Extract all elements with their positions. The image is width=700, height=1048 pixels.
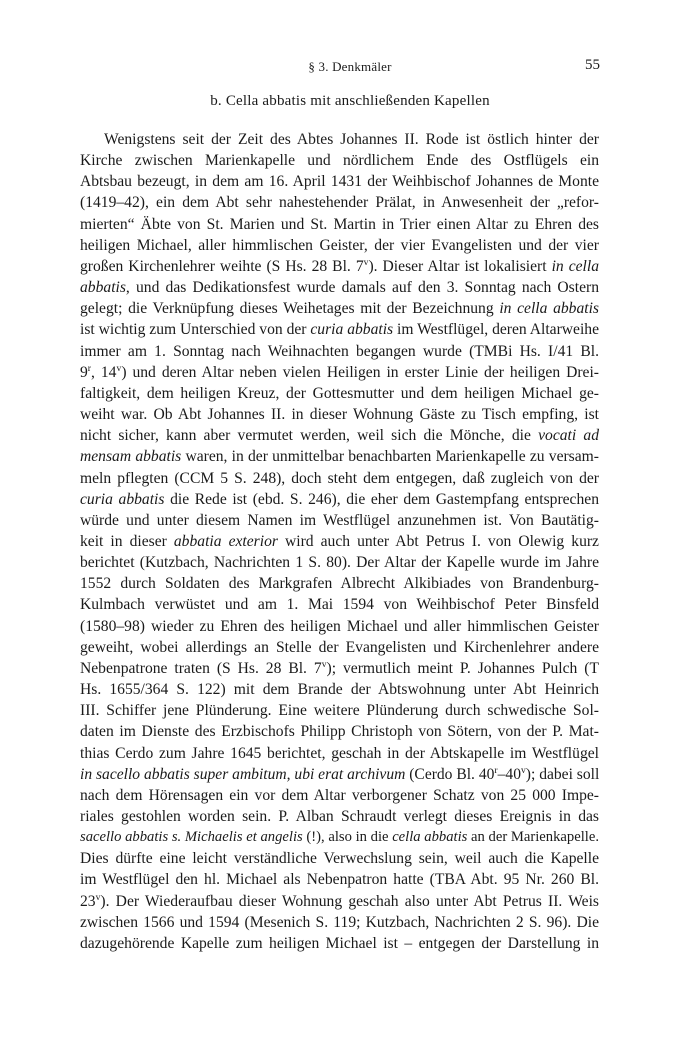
text-line [80, 869, 599, 890]
text-line [80, 192, 599, 213]
text-line [80, 277, 599, 298]
text-line [80, 616, 599, 637]
text-line [80, 298, 599, 319]
text-segment: berichtet (Kutzbach, Nachrichten 1 S. 80). Der Altar der Kapelle wurde im Jahre [80, 554, 599, 572]
text-segment: ) und deren Altar neben vielen Heiligen in erster Linie der heiligen Drei- [121, 363, 600, 381]
text-segment: nach dem Hörensagen ein vor dem Altar verborgener Schatz von 25 000 Impe- [80, 786, 599, 804]
text-segment: heiligen Michael, aller himmlischen Geister, der vier Evangelisten und der vier [80, 236, 599, 254]
text-segment: immer am 1. Sonntag nach Weihnachten begangen wurde (TMBi Hs. I/41 Bl. [80, 342, 599, 360]
text-segment: daten im Dienste des Erzbischofs Philipp Christoph von Sötern, von der P. Mat- [80, 723, 599, 741]
italic-phrase: curia abbatis [80, 490, 165, 508]
text-segment: mierten“ Äbte von St. Marien und St. Martin in Trier einen Altar zu Ehren des [80, 215, 599, 233]
text-line [80, 446, 599, 467]
text-segment: ); dabei soll [525, 765, 600, 783]
text-line [80, 912, 599, 933]
text-line [80, 171, 599, 192]
text-line [80, 891, 599, 912]
text-segment: , und das Dedikationsfest wurde damals auf den 3. Sonntag nach Ostern [125, 279, 599, 297]
italic-phrase: cella abbatis [392, 829, 468, 846]
text-segment: wird auch unter Abt Petrus I. von Olewig kurz [277, 532, 599, 550]
text-line [80, 721, 599, 742]
section-heading: b. Cella abbatis mit anschließenden Kapellen [210, 93, 490, 109]
text-segment: (Cerdo Bl. 40 [405, 765, 495, 783]
text-line [80, 573, 599, 594]
text-segment: ); vermutlich meint P. Johannes Pulch (T [326, 659, 599, 677]
italic-phrase: in cella [551, 257, 600, 275]
superscript: v [520, 764, 526, 776]
text-segment: dazugehörende Kapelle zum heiligen Michael ist – entgegen der Darstellung in [80, 934, 599, 952]
text-segment: (1419–42), ein dem Abt sehr nahestehender Prälat, in Anwesenheit der „refor- [80, 194, 599, 212]
text-segment: gelegt; die Verknüpfung dieses Weihetages mit der Bezeichnung [80, 300, 500, 318]
text-segment: weiht war. Ob Abt Johannes II. in dieser Wohnung Gäste zu Tisch empfing, ist [80, 406, 599, 424]
superscript: v [116, 362, 122, 374]
text-segment: Wenigstens seit der Zeit des Abtes Johannes II. Rode ist östlich hinter der [104, 131, 599, 148]
italic-phrase: abbatis [80, 279, 126, 297]
text-segment: 9 [80, 363, 88, 381]
italic-phrase: vocati ad [538, 427, 600, 445]
text-line [80, 848, 599, 869]
text-segment: waren, in der unmittelbar benachbarten Marienkapelle zu versam- [181, 448, 599, 466]
text-line [80, 235, 599, 256]
text-line [80, 764, 599, 785]
text-segment: (1580–98) wieder zu Ehren des heiligen Michael und aller himmlischen Geister [80, 617, 599, 635]
text-segment: ). Der Wiederaufbau dieser Wohnung geschah also unter Abt Petrus II. Weis [100, 892, 599, 910]
text-segment: Abtsbau bezeugt, in dem am 16. April 1431 der Weihbischof Johannes de Monte [80, 173, 599, 191]
text-segment: im Westflügel, deren Altarweihe [393, 321, 600, 339]
superscript: v [363, 256, 369, 268]
text-segment: , 14 [91, 363, 117, 381]
text-segment: Dies dürfte eine leicht verständliche Verwechslung sein, weil auch die Kapelle [80, 850, 599, 868]
text-line [80, 256, 599, 277]
text-segment: nicht sicher, kann aber vermutet werden, weil sich die Mönche, die [80, 427, 539, 445]
text-segment: meln pflegten (CCM 5 S. 248), doch steht dem entgegen, daß zugleich von der [80, 469, 599, 487]
superscript: r [87, 362, 92, 374]
text-segment: Kulmbach verwüstet und am 1. Mai 1594 von Weihbischof Peter Binsfeld [80, 596, 599, 614]
text-line [80, 700, 599, 721]
text-line [80, 468, 599, 489]
text-line [80, 425, 599, 446]
text-line [80, 679, 599, 700]
text-line [80, 743, 599, 764]
text-segment: Hs. 1655/364 S. 122) mit dem Brande der Abtswohnung unter Abt Heinrich [80, 681, 599, 699]
text-line [80, 785, 599, 806]
text-segment: geweiht, wobei allerdings an Stelle der Evangelisten und Kirchenlehrer andere [80, 638, 599, 656]
text-line [80, 806, 599, 827]
text-segment: ist wichtig zum Unterschied von der [80, 321, 311, 339]
text-line [80, 531, 599, 552]
text-segment: 23 [80, 892, 96, 910]
italic-phrase: in sacello abbatis super ambitum, ubi erat archivum [80, 765, 406, 783]
running-title: § 3. Denkmäler [308, 59, 392, 74]
text-line [80, 637, 599, 658]
italic-phrase: mensam abbatis [80, 448, 182, 466]
text-line [80, 594, 599, 615]
text-line [80, 150, 599, 171]
text-segment: III. Schiffer jene Plünderung. Eine weitere Plünderung durch schwedische Sol- [80, 702, 599, 720]
text-line [80, 489, 599, 510]
italic-phrase: in cella abbatis [499, 300, 599, 318]
text-segment: riales gestohlen worden sein. P. Alban Schraudt verlegt dieses Ereignis in das [80, 808, 599, 825]
page-number: 55 [585, 57, 600, 73]
text-segment: faltigkeit, dem heiligen Kreuz, der Gottesmutter und dem heiligen Michael ge- [80, 384, 599, 402]
text-line [80, 404, 599, 425]
italic-phrase: curia abbatis [310, 321, 394, 339]
text-segment: zwischen 1566 und 1594 (Mesenich S. 119; Kutzbach, Nachrichten 2 S. 96). Die [80, 913, 599, 931]
text-segment: die Rede ist (ebd. S. 246), die eher dem Gastempfang entsprechen [164, 490, 599, 508]
superscript: v [95, 891, 101, 903]
text-segment: Nebenpatrone traten (S Hs. 28 Bl. 7 [80, 659, 322, 677]
superscript: v [321, 658, 327, 670]
text-line [80, 658, 599, 679]
text-segment: –40 [497, 765, 521, 783]
text-line [80, 383, 599, 404]
italic-phrase: abbatia exterior [173, 532, 278, 550]
text-segment: großen Kirchenlehrer weihte (S Hs. 28 Bl. 7 [80, 257, 364, 275]
text-segment: thias Cerdo zum Jahre 1645 berichtet, geschah in der Abtskapelle im Westflügel [80, 744, 599, 762]
text-segment: keit in dieser [80, 532, 174, 550]
text-segment: an der Marienkapelle. [467, 829, 599, 846]
running-head [0, 57, 700, 77]
text-line [80, 933, 599, 954]
text-segment: im Westflügel den hl. Michael als Nebenpatron hatte (TBA Abt. 95 Nr. 260 Bl. [80, 871, 599, 889]
text-segment: Kirche zwischen Marienkapelle und nördlichem Ende des Ostflügels ein [80, 152, 599, 170]
text-line [80, 341, 599, 362]
text-segment: ). Dieser Altar ist lokalisiert [368, 257, 552, 275]
body-paragraph [80, 129, 599, 954]
text-line [80, 510, 599, 531]
text-segment: 1552 durch Soldaten des Markgrafen Albrecht Alkibiades von Brandenburg- [80, 575, 599, 593]
text-line [80, 362, 599, 383]
text-line [80, 214, 599, 235]
text-line [80, 319, 599, 340]
text-line [80, 827, 599, 848]
superscript: r [494, 764, 498, 776]
text-segment: würde und unter diesem Namen im Westflügel anzunehmen ist. Von Bautätig- [80, 511, 599, 529]
italic-phrase: sacello abbatis s. Michaelis et angelis [80, 829, 303, 846]
text-line [80, 129, 599, 150]
text-line [80, 552, 599, 573]
text-segment: (!), also in die [302, 829, 393, 846]
